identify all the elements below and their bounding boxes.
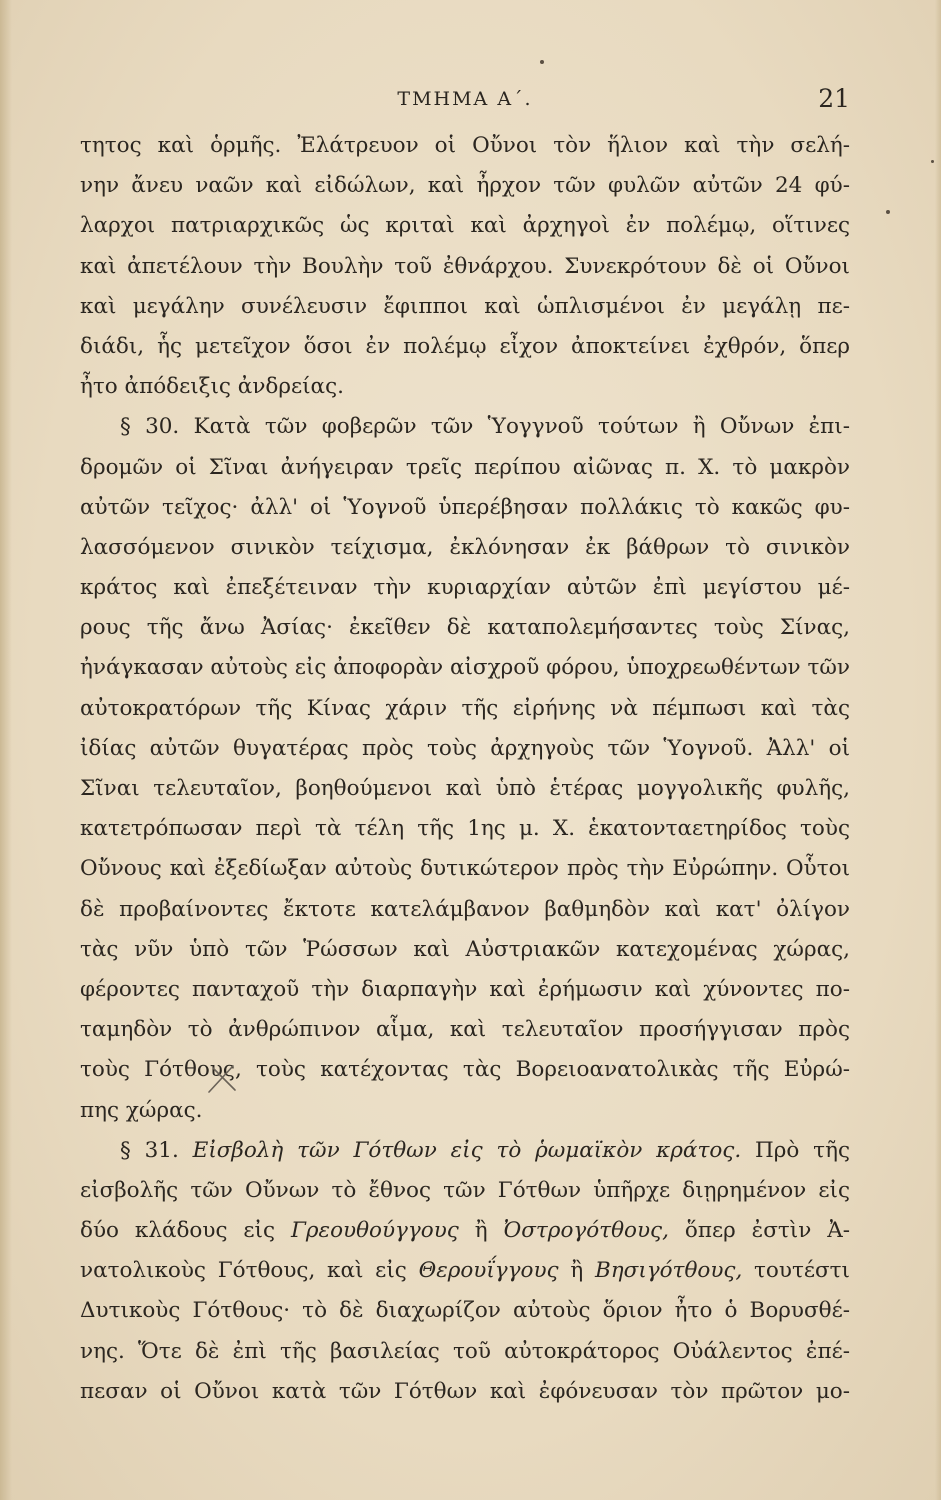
text-line: ταμηδὸν τὸ ἀνθρώπινον αἷμα, καὶ τελευταῖον προσήγγισαν πρὸς — [80, 1017, 850, 1043]
text-line: αὐτοκρατόρων τῆς Κίνας χάριν τῆς εἰρήνης νὰ πέμπωσι καὶ τὰς — [80, 695, 850, 721]
text-fragment: Πρὸ τῆς — [755, 1137, 850, 1163]
text-line: τητος καὶ ὁρμῆς. Ἐλάτρευον οἱ Οὔνοι τὸν ἥλιον καὶ τὴν σελή- — [80, 133, 850, 158]
text-line: πης χώρας. — [80, 1097, 203, 1123]
text-line: λασσόμενον σινικὸν τείχισμα, ἐκλόνησαν ἐκ βάθρων τὸ σινικὸν — [80, 534, 850, 560]
text-line: Σῖναι τελευταῖον, βοηθούμενοι καὶ ὑπὸ ἑτέρας μογγολικῆς φυλῆς, — [80, 776, 850, 801]
text-fragment: δύο κλάδους εἰς — [80, 1218, 276, 1244]
italic-term: Ὀστρογότθους, — [503, 1218, 669, 1244]
text-line: κατετρόπωσαν περὶ τὰ τέλη τῆς 1ης μ. Χ. ἑκατονταετηρίδος τοὺς — [80, 816, 850, 842]
text-line: καὶ ἀπετέλουν τὴν Βουλὴν τοῦ ἐθνάρχου. Συνεκρότουν δὲ οἱ Οὔνοι — [80, 253, 850, 279]
text-line — [80, 1211, 850, 1251]
text-line: Οὔνους καὶ ἐξεδίωξαν αὐτοὺς δυτικώτερον πρὸς τὴν Εὐρώπην. Οὗτοι — [80, 856, 850, 882]
text-line: τοὺς Γότθους, τοὺς κατέχοντας τὰς Βορειοανατολικὰς τῆς Εὐρώ- — [80, 1057, 850, 1083]
text-line: ἰδίας αὐτῶν θυγατέρας πρὸς τοὺς ἀρχηγοὺς τῶν Ὑογνοῦ. Ἀλλ' οἱ — [80, 735, 850, 761]
text-line: νης. Ὅτε δὲ ἐπὶ τῆς βασιλείας τοῦ αὐτοκράτορος Οὐάλεντος ἐπέ- — [80, 1338, 850, 1364]
text-line: δὲ προβαίνοντες ἔκτοτε κατελάμβανον βαθμηδὸν καὶ κατ' ὀλίγον — [80, 896, 850, 922]
text-line: εἰσβολῆς τῶν Οὔνων τὸ ἔθνος τῶν Γότθων ὑπῆρχε διῃρημένον εἰς — [80, 1177, 850, 1203]
text-line: ἠνάγκασαν αὐτοὺς εἰς ἀποφορὰν αἰσχροῦ φόρου, ὑποχρεωθέντων τῶν — [80, 655, 850, 681]
pencil-mark-icon — [205, 1062, 239, 1096]
text-line: καὶ μεγάλην συνέλευσιν ἔφιπποι καὶ ὡπλισμένοι ἐν μεγάλῃ πε- — [80, 293, 850, 319]
text-line: τὰς νῦν ὑπὸ τῶν Ῥώσσων καὶ Αὐστριακῶν κατεχομένας χώρας, — [80, 936, 850, 962]
paragraph-30-start: § 30. Κατὰ τῶν φοβερῶν τῶν Ὑογγνοῦ τούτων ἢ Οὔνων ἐπι- — [120, 414, 850, 440]
italic-term: Γρεουθούγγους — [290, 1218, 459, 1244]
ink-speck — [886, 210, 890, 214]
italic-term: Θερουΐγγους — [418, 1258, 559, 1284]
text-line: διάδι, ἧς μετεῖχον ὅσοι ἐν πολέμῳ εἶχον ἀποκτείνει ἐχθρόν, ὅπερ — [80, 333, 850, 359]
text-line: Δυτικοὺς Γότθους· τὸ δὲ διαχωρίζον αὐτοὺς ὅριον ἦτο ὁ Βορυσθέ- — [80, 1298, 850, 1324]
ink-speck — [540, 60, 544, 64]
text-line: φέροντες πανταχοῦ τὴν διαρπαγὴν καὶ ἐρήμωσιν καὶ χύνοντες πο- — [80, 976, 850, 1002]
text-line: πεσαν οἱ Οὔνοι κατὰ τῶν Γότθων καὶ ἐφόνευσαν τὸν πρῶτον μο- — [80, 1378, 850, 1404]
section-title: ΤΜΗΜΑ Α΄. — [397, 88, 533, 110]
paragraph-31-start — [80, 1131, 850, 1171]
text-line: ρους τῆς ἄνω Ἀσίας· ἐκεῖθεν δὲ καταπολεμήσαντες τοὺς Σίνας, — [80, 615, 850, 641]
ink-speck — [931, 160, 934, 163]
section-heading: Εἰσβολὴ τῶν Γότθων εἰς τὸ ῥωμαϊκὸν κράτος. — [192, 1137, 742, 1163]
text-line — [80, 1251, 850, 1291]
text-line: λαρχοι πατριαρχικῶς ὡς κριταὶ καὶ ἀρχηγοὶ ἐν πολέμῳ, οἵτινες — [80, 213, 850, 239]
text-line: νην ἄνευ ναῶν καὶ εἰδώλων, καὶ ἦρχον τῶν φυλῶν αὐτῶν 24 φύ- — [80, 173, 850, 199]
text-fragment: ἢ — [570, 1258, 584, 1284]
text-line: ἦτο ἀπόδειξις ἀνδρείας. — [80, 374, 344, 400]
text-line: δρομῶν οἱ Σῖναι ἀνήγειραν τρεῖς περίπου αἰῶνας π. Χ. τὸ μακρὸν — [80, 454, 850, 480]
body-text — [80, 126, 850, 1412]
running-head — [80, 84, 850, 118]
text-line: αὐτῶν τεῖχος· ἀλλ' οἱ Ὑογνοῦ ὑπερέβησαν πολλάκις τὸ κακῶς φυ- — [80, 494, 850, 520]
text-fragment: τουτέστι — [754, 1258, 850, 1284]
text-fragment: ἢ — [474, 1218, 488, 1244]
italic-term: Βησιγότθους, — [594, 1258, 743, 1284]
text-line: κράτος καὶ ἐπεξέτειναν τὴν κυριαρχίαν αὐτῶν ἐπὶ μεγίστου μέ- — [80, 575, 850, 601]
page-number: 21 — [818, 84, 850, 113]
section-number: § 31. — [120, 1137, 179, 1163]
text-fragment: ὅπερ ἐστὶν Ἀ- — [684, 1218, 850, 1244]
text-fragment: νατολικοὺς Γότθους, καὶ εἰς — [80, 1258, 407, 1284]
